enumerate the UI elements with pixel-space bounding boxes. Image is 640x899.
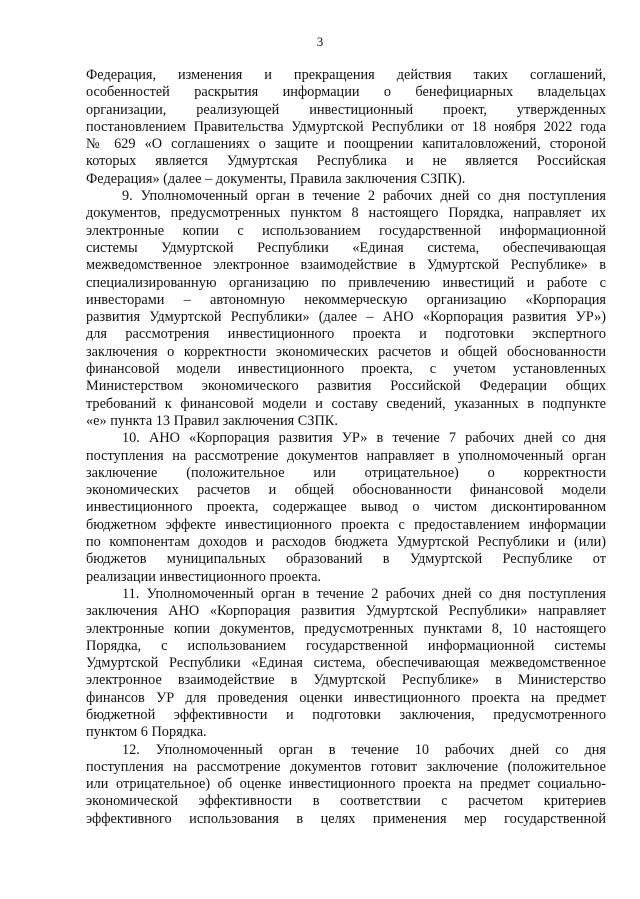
paragraph-line: развития Удмуртской Республики» (далее – АНО «Корпорация развития УР») [86, 309, 606, 326]
paragraph-line: Порядка, с использованием государственной информационной системы [86, 637, 606, 654]
paragraph-line: 12. Уполномоченный орган в течение 10 рабочих дней со дня [122, 741, 606, 758]
document-body [86, 67, 606, 828]
paragraph-line: финансовой модели инвестиционного проекта, с учетом установленных [86, 361, 606, 378]
paragraph [86, 188, 606, 430]
page-number: 3 [316, 34, 324, 49]
paragraph-line: или отрицательное) об оценке инвестиционного проекта на предмет социально- [86, 776, 606, 793]
paragraph-line: экономических расчетов и общей обоснованности финансовой модели [86, 482, 606, 499]
paragraph-line: бюджетной эффективности и подготовки заключения, предусмотренного [86, 706, 606, 723]
paragraph-line: электронные копии с использованием государственной информационной [86, 222, 606, 239]
paragraph-line: специализированную организацию по привлечению инвестиций и работе с [86, 274, 606, 291]
paragraph-line: реализации инвестиционного проекта. [86, 568, 322, 585]
paragraph-line: особенностей раскрытия информации о бенефициарных владельцах [86, 84, 606, 101]
paragraph [86, 67, 606, 188]
paragraph-line: бюджетном эффекте инвестиционного проекта с предоставлением информации [86, 516, 606, 533]
paragraph-line: финансов УР для проведения оценки инвестиционного проекта на предмет [86, 689, 606, 706]
paragraph [86, 430, 606, 586]
paragraph-line: 9. Уполномоченный орган в течение 2 рабочих дней со дня поступления [122, 188, 606, 205]
paragraph-line: Министерством экономического развития Российской Федерации общих [86, 378, 606, 395]
paragraph-line: заключения АНО «Корпорация развития Удмуртской Республики» направляет [86, 603, 606, 620]
paragraph-line: «е» пункта 13 Правил заключения СЗПК. [86, 412, 338, 429]
paragraph-line: экономической эффективности в соответствии с расчетом критериев [86, 793, 606, 810]
paragraph-line: Удмуртской Республики «Единая система, обеспечивающая межведомственное [86, 655, 606, 672]
paragraph-line: № 629 «О соглашениях о защите и поощрении капиталовложений, стороной [86, 136, 606, 153]
paragraph-line: по компонентам доходов и расходов бюджета Удмуртской Республики и (или) [86, 534, 606, 551]
paragraph-line: Федерация, изменения и прекращения действия таких соглашений, [86, 67, 606, 83]
paragraph-line: межведомственное электронное взаимодействие в Удмуртской Республике» в [86, 257, 606, 274]
paragraph-line: для рассмотрения инвестиционного проекта и подготовки экспертного [86, 326, 606, 343]
paragraph-line: документов, предусмотренных пунктом 8 настоящего Порядка, направляет их [86, 205, 606, 222]
paragraph-line: инвесторами – автономную некоммерческую организацию «Корпорация [86, 291, 606, 308]
paragraph-line: которых является Удмуртская Республика и не является Российская [86, 153, 606, 170]
paragraph-line: инвестиционного проекта, содержащее вывод о чистом дисконтированном [86, 499, 606, 516]
paragraph-line: пунктом 6 Порядка. [86, 724, 207, 741]
paragraph [86, 742, 606, 828]
paragraph-line: поступления на рассмотрение документов готовит заключение (положительное [86, 758, 606, 775]
paragraph-line: электронные копии документов, предусмотренных пунктами 8, 10 настоящего [86, 620, 606, 637]
paragraph-line: требований к финансовой модели и составу сведений, указанных в подпункте [86, 395, 606, 412]
paragraph [86, 586, 606, 742]
paragraph-line: эффективного использования в целях применения мер государственной [86, 810, 606, 827]
paragraph-line: постановлением Правительства Удмуртской Республики от 18 ноября 2022 года [86, 118, 606, 135]
paragraph-line: заключения о корректности экономических расчетов и общей обоснованности [86, 343, 606, 360]
paragraph-line: поступления на рассмотрение документов направляет в уполномоченный орган [86, 447, 606, 464]
paragraph-line: электронное взаимодействие в Удмуртской Республике» в Министерство [86, 672, 606, 689]
paragraph-line: бюджетов муниципальных образований в Удмуртской Республике от [86, 551, 606, 568]
paragraph-line: системы Удмуртской Республики «Единая система, обеспечивающая [86, 239, 606, 256]
paragraph-line: организации, реализующей инвестиционный проект, утвержденных [86, 101, 606, 118]
paragraph-line: заключение (положительное или отрицательное) о корректности [86, 464, 606, 481]
paragraph-line: 10. АНО «Корпорация развития УР» в течение 7 рабочих дней со дня [122, 430, 606, 447]
paragraph-line: 11. Уполномоченный орган в течение 2 рабочих дней со дня поступления [122, 585, 606, 602]
paragraph-line: Федерация» (далее – документы, Правила заключения СЗПК). [86, 170, 466, 187]
